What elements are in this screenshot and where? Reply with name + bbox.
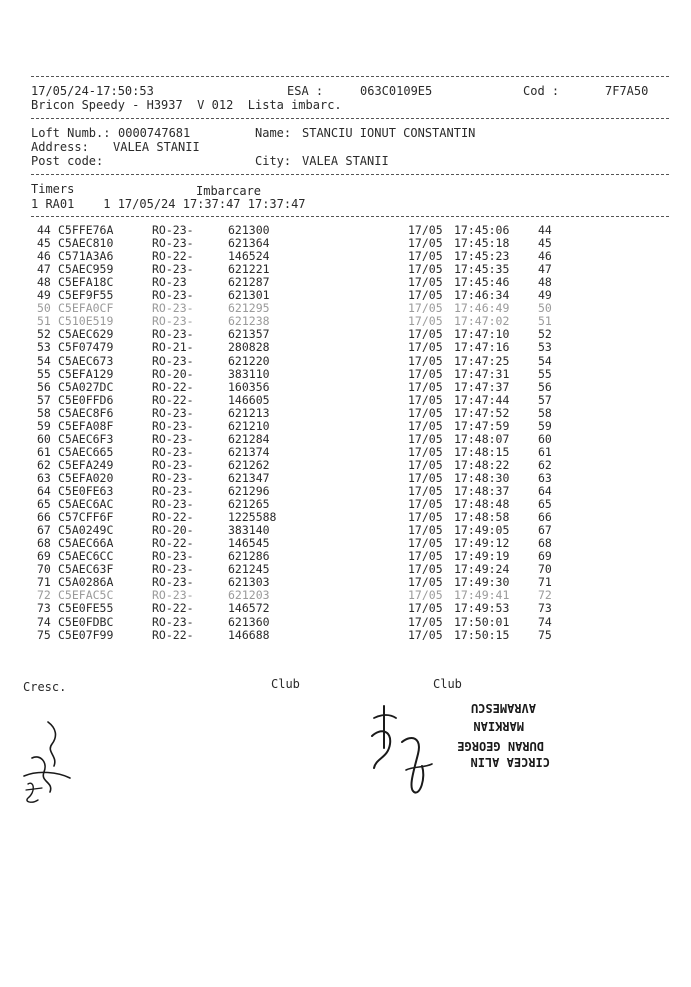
ring-prefix: RO-23- xyxy=(152,405,194,420)
ring-code: C5A0286A xyxy=(58,575,114,590)
arrival-date: 17/05 xyxy=(408,249,443,264)
row-index: 75 xyxy=(37,627,51,642)
timers-label: Timers xyxy=(31,182,75,196)
row-index-right: 62 xyxy=(538,457,552,472)
arrival-time: 17:45:23 xyxy=(454,249,510,264)
ring-prefix: RO-21- xyxy=(152,340,194,355)
arrival-time: 17:45:06 xyxy=(454,223,510,237)
ring-number: 621364 xyxy=(228,236,270,251)
arrival-time: 17:48:15 xyxy=(454,444,510,459)
table-row xyxy=(0,576,691,589)
table-row xyxy=(0,563,691,576)
ring-code: C5A0249C xyxy=(58,523,114,538)
ring-number: 621295 xyxy=(228,301,270,316)
ring-number: 621287 xyxy=(228,275,270,290)
arrival-date: 17/05 xyxy=(408,601,443,616)
arrival-date: 17/05 xyxy=(408,327,443,342)
ring-number: 621221 xyxy=(228,262,270,277)
arrival-date: 17/05 xyxy=(408,431,443,446)
ring-number: 621296 xyxy=(228,484,270,498)
row-index-right: 68 xyxy=(538,536,552,551)
row-index: 57 xyxy=(37,392,51,407)
ring-code: C5AEC6CC xyxy=(58,549,114,564)
ring-prefix: RO-22- xyxy=(152,249,194,264)
row-index-right: 51 xyxy=(538,314,552,329)
row-index: 48 xyxy=(37,275,51,290)
ring-prefix: RO-22- xyxy=(152,627,194,642)
ring-number: 160356 xyxy=(228,379,270,394)
row-index-right: 65 xyxy=(538,497,552,512)
table-row xyxy=(0,250,691,263)
table-row xyxy=(0,289,691,302)
report-datetime: 17/05/24-17:50:53 xyxy=(31,84,154,98)
ring-code: C5AEC810 xyxy=(58,236,114,251)
ring-code: C5EFA08F xyxy=(58,418,114,433)
arrival-date: 17/05 xyxy=(408,405,443,420)
table-row xyxy=(0,381,691,394)
ring-prefix: RO-23- xyxy=(152,444,194,459)
stamp-line-3: MARKIAN xyxy=(473,719,524,733)
table-row xyxy=(0,302,691,315)
club-label-1: Club xyxy=(271,677,300,691)
ring-number: 621286 xyxy=(228,549,270,564)
ring-prefix: RO-23- xyxy=(152,497,194,512)
arrival-time: 17:48:07 xyxy=(454,431,510,446)
postcode-label: Post code: xyxy=(31,154,104,168)
ring-prefix: RO-23- xyxy=(152,288,194,303)
row-index-right: 63 xyxy=(538,470,552,485)
ring-prefix: RO-23- xyxy=(152,575,194,590)
arrival-time: 17:45:35 xyxy=(454,262,510,277)
ring-prefix: RO-23- xyxy=(152,418,194,433)
arrival-time: 17:47:02 xyxy=(454,314,510,329)
arrival-time: 17:49:05 xyxy=(454,523,510,538)
row-index: 63 xyxy=(37,470,51,485)
ring-number: 621284 xyxy=(228,431,270,446)
timer-row: 1 RA01 1 17/05/24 17:37:47 17:37:47 xyxy=(31,197,306,211)
row-index: 51 xyxy=(37,314,51,329)
arrival-time: 17:46:49 xyxy=(454,301,510,316)
ring-code: C5AEC959 xyxy=(58,262,114,277)
row-index-right: 61 xyxy=(538,444,552,459)
row-index-right: 49 xyxy=(538,288,552,303)
row-index: 50 xyxy=(37,301,51,316)
ring-prefix: RO-23- xyxy=(152,314,194,329)
arrival-date: 17/05 xyxy=(408,562,443,577)
device-line: Bricon Speedy - H3937 V 012 Lista imbarc. xyxy=(31,98,342,112)
row-index: 45 xyxy=(37,236,51,251)
ring-code: C5FFE76A xyxy=(58,223,114,237)
table-row xyxy=(0,524,691,537)
row-index: 53 xyxy=(37,340,51,355)
row-index-right: 50 xyxy=(538,301,552,316)
row-index: 56 xyxy=(37,379,51,394)
arrival-date: 17/05 xyxy=(408,236,443,251)
row-index: 74 xyxy=(37,614,51,629)
arrival-time: 17:49:41 xyxy=(454,588,510,603)
ring-code: C5AEC629 xyxy=(58,327,114,342)
address-value: VALEA STANII xyxy=(113,140,200,154)
ring-number: 621374 xyxy=(228,444,270,459)
arrival-date: 17/05 xyxy=(408,314,443,329)
row-index: 49 xyxy=(37,288,51,303)
row-index: 71 xyxy=(37,575,51,590)
row-index-right: 47 xyxy=(538,262,552,277)
row-index-right: 64 xyxy=(538,484,552,498)
row-index: 62 xyxy=(37,457,51,472)
ring-prefix: RO-22- xyxy=(152,379,194,394)
table-row xyxy=(0,328,691,341)
ring-prefix: RO-23- xyxy=(152,353,194,368)
row-index-right: 55 xyxy=(538,366,552,381)
table-row xyxy=(0,276,691,289)
ring-number: 280828 xyxy=(228,340,270,355)
arrival-time: 17:47:31 xyxy=(454,366,510,381)
row-index: 69 xyxy=(37,549,51,564)
arrival-date: 17/05 xyxy=(408,588,443,603)
ring-number: 621347 xyxy=(228,470,270,485)
table-row xyxy=(0,237,691,250)
ring-code: C57CFF6F xyxy=(58,510,114,525)
arrival-date: 17/05 xyxy=(408,614,443,629)
separator-timers xyxy=(31,216,669,217)
ring-number: 146572 xyxy=(228,601,270,616)
row-index: 67 xyxy=(37,523,51,538)
row-index-right: 52 xyxy=(538,327,552,342)
row-index: 54 xyxy=(37,353,51,368)
ring-number: 383110 xyxy=(228,366,270,381)
table-row xyxy=(0,341,691,354)
ring-prefix: RO-23- xyxy=(152,562,194,577)
ring-number: 621210 xyxy=(228,418,270,433)
row-index-right: 45 xyxy=(538,236,552,251)
row-index-right: 58 xyxy=(538,405,552,420)
row-index: 52 xyxy=(37,327,51,342)
ring-number: 621220 xyxy=(228,353,270,368)
table-row xyxy=(0,407,691,420)
arrival-date: 17/05 xyxy=(408,392,443,407)
ring-code: C5AEC673 xyxy=(58,353,114,368)
arrival-date: 17/05 xyxy=(408,301,443,316)
esa-value: 063C0109E5 xyxy=(360,84,433,98)
arrival-date: 17/05 xyxy=(408,470,443,485)
ring-code: C5EFA249 xyxy=(58,457,114,472)
ring-prefix: RO-23- xyxy=(152,470,194,485)
separator-top xyxy=(31,76,669,77)
arrival-time: 17:47:37 xyxy=(454,379,510,394)
table-row xyxy=(0,315,691,328)
ring-code: C5E07F99 xyxy=(58,627,114,642)
ring-prefix: RO-23- xyxy=(152,614,194,629)
arrival-date: 17/05 xyxy=(408,575,443,590)
arrival-date: 17/05 xyxy=(408,497,443,512)
ring-code: C5E0FE63 xyxy=(58,484,114,498)
cresc-label: Cresc. xyxy=(23,680,67,694)
separator-header xyxy=(31,118,669,119)
table-row xyxy=(0,459,691,472)
arrival-time: 17:49:24 xyxy=(454,562,510,577)
row-index: 55 xyxy=(37,366,51,381)
table-row xyxy=(0,616,691,629)
arrival-date: 17/05 xyxy=(408,510,443,525)
ring-code: C5EFA18C xyxy=(58,275,114,290)
table-row xyxy=(0,263,691,276)
ring-code: C5F07479 xyxy=(58,340,114,355)
arrival-date: 17/05 xyxy=(408,627,443,642)
ring-number: 621245 xyxy=(228,562,270,577)
row-index: 66 xyxy=(37,510,51,525)
row-index: 61 xyxy=(37,444,51,459)
ring-prefix: RO-23- xyxy=(152,301,194,316)
ring-code: C5E0FDBC xyxy=(58,614,114,629)
arrival-time: 17:48:30 xyxy=(454,470,510,485)
name-value: STANCIU IONUT CONSTANTIN xyxy=(302,126,476,140)
ring-code: C5EFA020 xyxy=(58,470,114,485)
name-label: Name: xyxy=(255,126,292,140)
loft-value: 0000747681 xyxy=(118,126,191,140)
ring-prefix: RO-23- xyxy=(152,262,194,277)
row-index: 72 xyxy=(37,588,51,603)
row-index-right: 72 xyxy=(538,588,552,603)
arrival-date: 17/05 xyxy=(408,418,443,433)
row-index-right: 59 xyxy=(538,418,552,433)
ring-code: C5EFA0CF xyxy=(58,301,114,316)
ring-code: C5EF9F55 xyxy=(58,288,114,303)
arrival-date: 17/05 xyxy=(408,340,443,355)
ring-number: 146688 xyxy=(228,627,270,642)
row-index-right: 71 xyxy=(538,575,552,590)
row-index: 73 xyxy=(37,601,51,616)
arrival-time: 17:47:16 xyxy=(454,340,510,355)
arrival-time: 17:47:25 xyxy=(454,353,510,368)
arrival-time: 17:49:19 xyxy=(454,549,510,564)
table-row xyxy=(0,511,691,524)
row-index: 47 xyxy=(37,262,51,277)
table-row xyxy=(0,472,691,485)
row-index-right: 66 xyxy=(538,510,552,525)
signature-left-icon xyxy=(18,718,78,808)
arrival-time: 17:45:18 xyxy=(454,236,510,251)
arrival-date: 17/05 xyxy=(408,549,443,564)
ring-prefix: RO-23- xyxy=(152,431,194,446)
row-index-right: 74 xyxy=(538,614,552,629)
row-index-right: 75 xyxy=(538,627,552,642)
arrival-time: 17:47:10 xyxy=(454,327,510,342)
ring-code: C5EFAC5C xyxy=(58,588,114,603)
arrival-date: 17/05 xyxy=(408,366,443,381)
row-index-right: 57 xyxy=(538,392,552,407)
arrival-time: 17:48:37 xyxy=(454,484,510,498)
table-row xyxy=(0,394,691,407)
arrival-date: 17/05 xyxy=(408,484,443,498)
ring-code: C5AEC665 xyxy=(58,444,114,459)
ring-prefix: RO-23- xyxy=(152,327,194,342)
arrival-date: 17/05 xyxy=(408,444,443,459)
ring-code: C5AEC6F3 xyxy=(58,431,114,446)
arrival-time: 17:45:46 xyxy=(454,275,510,290)
ring-prefix: RO-23- xyxy=(152,484,194,498)
table-row xyxy=(0,355,691,368)
ring-number: 621265 xyxy=(228,497,270,512)
row-index: 70 xyxy=(37,562,51,577)
arrival-time: 17:48:48 xyxy=(454,497,510,512)
arrival-time: 17:47:44 xyxy=(454,392,510,407)
ring-code: C5E0FFD6 xyxy=(58,392,114,407)
stamp-line-1: CIRCEA ALIN xyxy=(470,755,550,769)
row-index: 64 xyxy=(37,484,51,498)
arrival-time: 17:49:53 xyxy=(454,601,510,616)
arrival-time: 17:46:34 xyxy=(454,288,510,303)
ring-prefix: RO-20- xyxy=(152,523,194,538)
row-index: 68 xyxy=(37,536,51,551)
ring-code: C571A3A6 xyxy=(58,249,114,264)
ring-number: 146545 xyxy=(228,536,270,551)
arrival-date: 17/05 xyxy=(408,457,443,472)
loft-label: Loft Numb.: xyxy=(31,126,111,140)
row-index-right: 54 xyxy=(538,353,552,368)
arrival-date: 17/05 xyxy=(408,288,443,303)
ring-number: 1225588 xyxy=(228,510,277,525)
row-index: 46 xyxy=(37,249,51,264)
cod-label: Cod : xyxy=(523,84,560,98)
table-row xyxy=(0,537,691,550)
table-row xyxy=(0,498,691,511)
row-index-right: 60 xyxy=(538,431,552,446)
table-row xyxy=(0,368,691,381)
table-row xyxy=(0,420,691,433)
city-value: VALEA STANII xyxy=(302,154,389,168)
table-row xyxy=(0,589,691,602)
row-index-right: 70 xyxy=(538,562,552,577)
table-row xyxy=(0,550,691,563)
arrival-time: 17:50:01 xyxy=(454,614,510,629)
row-index: 58 xyxy=(37,405,51,420)
address-label: Address: xyxy=(31,140,89,154)
club-label-2: Club xyxy=(433,677,462,691)
arrival-time: 17:50:15 xyxy=(454,627,510,642)
ring-number: 621203 xyxy=(228,588,270,603)
ring-prefix: RO-23- xyxy=(152,457,194,472)
arrival-date: 17/05 xyxy=(408,223,443,237)
arrival-date: 17/05 xyxy=(408,379,443,394)
arrival-date: 17/05 xyxy=(408,262,443,277)
row-index-right: 67 xyxy=(538,523,552,538)
ring-prefix: RO-22- xyxy=(152,536,194,551)
ring-code: C510E519 xyxy=(58,314,114,329)
table-row xyxy=(0,446,691,459)
ring-prefix: RO-23- xyxy=(152,236,194,251)
ring-prefix: RO-22- xyxy=(152,392,194,407)
row-index-right: 48 xyxy=(538,275,552,290)
ring-code: C5AEC8F6 xyxy=(58,405,114,420)
ring-number: 621360 xyxy=(228,614,270,629)
row-index: 59 xyxy=(37,418,51,433)
ring-code: C5AEC66A xyxy=(58,536,114,551)
arrival-date: 17/05 xyxy=(408,275,443,290)
ring-code: C5AEC6AC xyxy=(58,497,114,512)
city-label: City: xyxy=(255,154,292,168)
ring-prefix: RO-23- xyxy=(152,549,194,564)
ring-code: C5EFA129 xyxy=(58,366,114,381)
row-index-right: 46 xyxy=(538,249,552,264)
ring-number: 383140 xyxy=(228,523,270,538)
table-row xyxy=(0,433,691,446)
official-stamp xyxy=(362,688,558,800)
ring-number: 621262 xyxy=(228,457,270,472)
ring-prefix: RO-23- xyxy=(152,223,194,237)
imbarcare-label: Imbarcare xyxy=(196,184,262,198)
ring-code: C5A027DC xyxy=(58,379,114,394)
ring-code: C5E0FE55 xyxy=(58,601,114,616)
row-index-right: 53 xyxy=(538,340,552,355)
esa-label: ESA : xyxy=(287,84,324,98)
ring-prefix: RO-20- xyxy=(152,366,194,381)
row-index: 60 xyxy=(37,431,51,446)
ring-number: 621213 xyxy=(228,405,270,420)
row-index-right: 56 xyxy=(538,379,552,394)
ring-number: 621357 xyxy=(228,327,270,342)
ring-number: 621300 xyxy=(228,223,270,237)
row-index-right: 69 xyxy=(538,549,552,564)
ring-code: C5AEC63F xyxy=(58,562,114,577)
table-row xyxy=(0,224,691,237)
table-row xyxy=(0,629,691,642)
stamp-line-2: DURAN GEORGE xyxy=(457,739,544,753)
arrival-time: 17:49:12 xyxy=(454,536,510,551)
ring-number: 621301 xyxy=(228,288,270,303)
row-index-right: 44 xyxy=(538,223,552,237)
arrival-time: 17:47:52 xyxy=(454,405,510,420)
arrival-date: 17/05 xyxy=(408,523,443,538)
ring-prefix: RO-22- xyxy=(152,510,194,525)
row-index: 65 xyxy=(37,497,51,512)
arrival-time: 17:48:58 xyxy=(454,510,510,525)
separator-fancier xyxy=(31,174,669,175)
ring-prefix: RO-23- xyxy=(152,588,194,603)
ring-number: 621303 xyxy=(228,575,270,590)
ring-number: 146605 xyxy=(228,392,270,407)
ring-number: 621238 xyxy=(228,314,270,329)
row-index-right: 73 xyxy=(538,601,552,616)
ring-prefix: RO-22- xyxy=(152,601,194,616)
ring-number: 146524 xyxy=(228,249,270,264)
cod-value: 7F7A50 xyxy=(605,84,649,98)
arrival-time: 17:47:59 xyxy=(454,418,510,433)
arrival-date: 17/05 xyxy=(408,353,443,368)
arrival-time: 17:48:22 xyxy=(454,457,510,472)
arrival-time: 17:49:30 xyxy=(454,575,510,590)
table-row xyxy=(0,485,691,498)
arrival-date: 17/05 xyxy=(408,536,443,551)
row-index: 44 xyxy=(37,223,51,237)
table-row xyxy=(0,602,691,615)
stamp-line-4: AVRAMESCU xyxy=(470,701,536,715)
ring-prefix: RO-23 xyxy=(152,275,187,290)
